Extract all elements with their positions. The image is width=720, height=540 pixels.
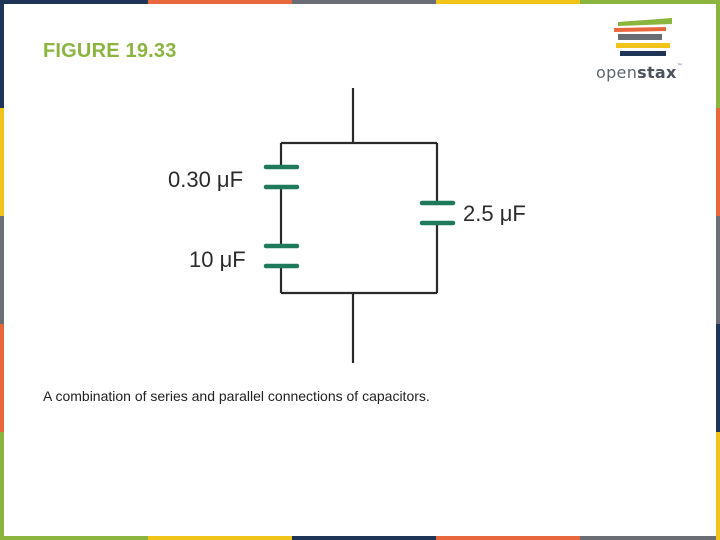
capacitor-label-2-5uF: 2.5 μF — [463, 201, 526, 226]
capacitor-label-10uF: 10 μF — [189, 247, 246, 272]
logo-text-light: open — [596, 63, 638, 82]
capacitor-plates — [266, 167, 453, 266]
capacitor-10uF-symbol — [266, 246, 297, 266]
logo-trademark: ™ — [676, 63, 683, 70]
capacitor-label-0-30uF: 0.30 μF — [168, 167, 244, 192]
capacitor-2-5uF-symbol — [422, 203, 453, 223]
logo-text-bold: stax — [637, 63, 677, 82]
capacitor-0-30uF-symbol — [266, 167, 297, 187]
circuit-wires — [281, 88, 437, 363]
figure-caption: A combination of series and parallel connections of capacitors. — [43, 388, 430, 404]
figure-title: FIGURE 19.33 — [43, 40, 177, 62]
